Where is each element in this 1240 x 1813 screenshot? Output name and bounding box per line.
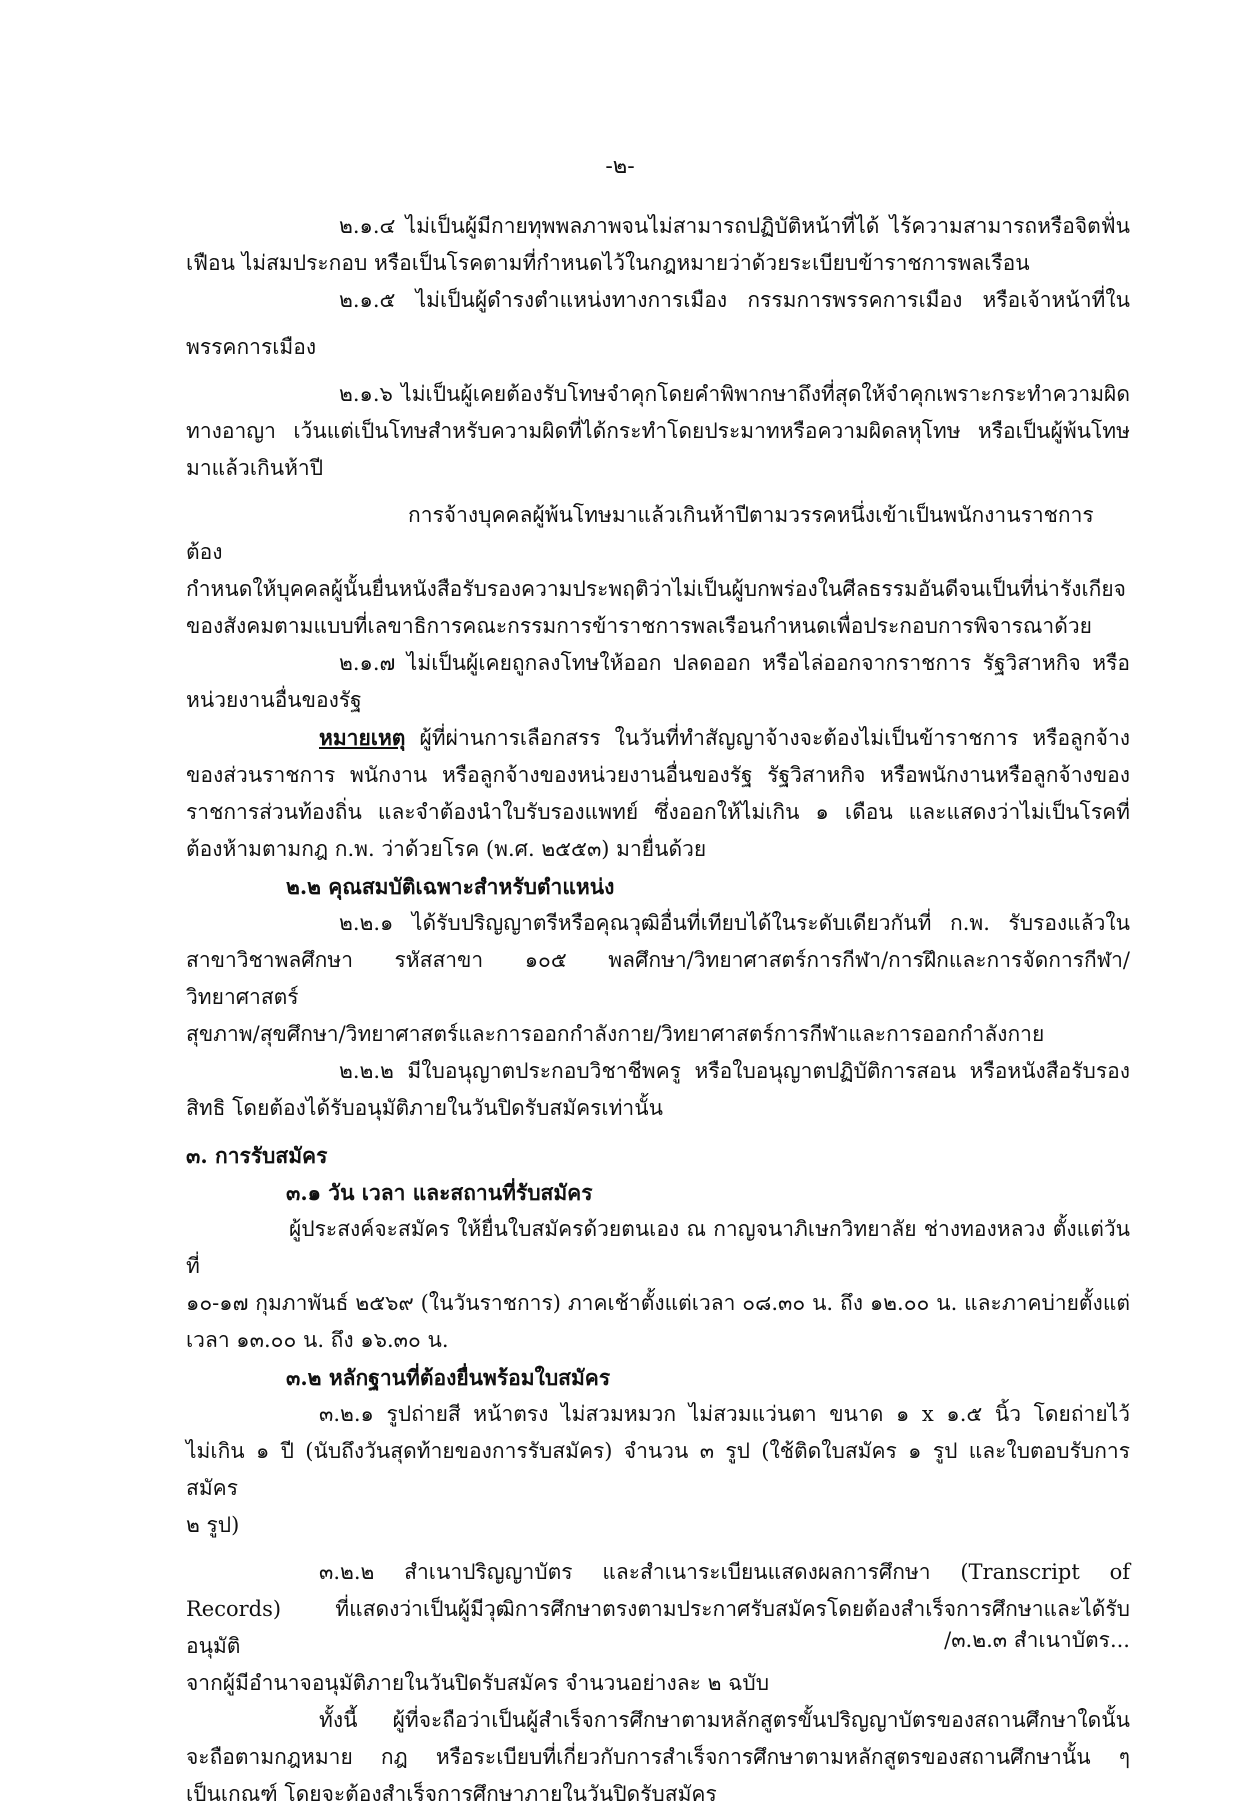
item-2-1-4-line-1: ๒.๑.๔ ไม่เป็นผู้มีกายทุพพลภาพจนไม่สามารถปฏิบัติหน้าที่ได้ ไร้ความสามารถหรือจิตฟั่น [339,214,1130,238]
note-line-1-text: ผู้ที่ผ่านการเลือกสรร ในวันที่ทำสัญญาจ้างจะต้องไม่เป็นข้าราชการ หรือลูกจ้าง [405,726,1130,750]
item-3-2-1-line-2: ไม่เกิน ๑ ปี (นับถึงวันสุดท้ายของการรับสมัคร) จำนวน ๓ รูป (ใช้ติดใบสมัคร ๑ รูป และใบตอบรับการสมัคร [186,1439,1130,1500]
note-line-3: ราชการส่วนท้องถิ่น และจำต้องนำใบรับรองแพทย์ ซึ่งออกให้ไม่เกิน ๑ เดือน และแสดงว่าไม่เป็นโรคที่ [186,800,1130,824]
section-3-heading: ๓. การรับสมัคร [186,1143,328,1168]
note-line-1 [186,719,1130,757]
section-3-1-line-1: ผู้ประสงค์จะสมัคร ให้ยื่นใบสมัครด้วยตนเอง ณ กาญจนาภิเษกวิทยาลัย ช่างทองหลวง ตั้งแต่วันที่ [186,1217,1130,1278]
item-3-2-note-line-3: เป็นเกณฑ์ โดยจะต้องสำเร็จการศึกษาภายในวันปิดรับสมัคร [186,1782,717,1806]
condition-line-2: กำหนดให้บุคคลผู้นั้นยื่นหนังสือรับรองความประพฤติว่าไม่เป็นผู้บกพร่องในศีลธรรมอันดีจนเป็นที่น่ารังเกียจ [186,577,1126,601]
item-3-2-note-line-2: จะถือตามกฎหมาย กฎ หรือระเบียบที่เกี่ยวกับการสำเร็จการศึกษาตามหลักสูตรของสถานศึกษานั้น ๆ [186,1745,1130,1769]
item-2-1-7-line-2: หน่วยงานอื่นของรัฐ [186,688,362,712]
item-2-1-6-line-3: มาแล้วเกินห้าปี [186,456,324,480]
item-3-2-note-line-1: ทั้งนี้ ผู้ที่จะถือว่าเป็นผู้สำเร็จการศึกษาตามหลักสูตรขั้นปริญญาบัตรของสถานศึกษาใดนั้น [319,1708,1130,1732]
item-2-1-6-line-2: ทางอาญา เว้นแต่เป็นโทษสำหรับความผิดที่ได้กระทำโดยประมาทหรือความผิดลหุโทษ หรือเป็นผู้พ้นโทษ [186,419,1130,443]
item-2-2-1-line-1: ๒.๒.๑ ได้รับปริญญาตรีหรือคุณวุฒิอื่นที่เทียบได้ในระดับเดียวกันที่ ก.พ. รับรองแล้วใน [339,911,1130,935]
item-3-2-1-line-3: ๒ รูป) [186,1513,240,1537]
item-2-1-4-line-2: เฟือน ไม่สมประกอบ หรือเป็นโรคตามที่กำหนดไว้ในกฎหมายว่าด้วยระเบียบข้าราชการพลเรือน [186,251,1030,275]
item-2-1-6-line-1: ๒.๑.๖ ไม่เป็นผู้เคยต้องรับโทษจำคุกโดยคำพิพากษาถึงที่สุดให้จำคุกเพราะกระทำความผิด [339,382,1130,406]
item-2-2-2-line-2: สิทธิ โดยต้องได้รับอนุมัติภายในวันปิดรับสมัครเท่านั้น [186,1096,663,1120]
item-2-1-5-line-2: พรรคการเมือง [186,335,317,359]
item-2-2-2-line-1: ๒.๒.๒ มีใบอนุญาตประกอบวิชาชีพครู หรือใบอนุญาตปฏิบัติการสอน หรือหนังสือรับรอง [339,1059,1130,1083]
page-number: -๒- [605,154,635,179]
section-3-1-line-2: ๑๐-๑๗ กุมภาพันธ์ ๒๕๖๙ (ในวันราชการ) ภาคเช้าตั้งแต่เวลา ๐๘.๓๐ น. ถึง ๑๒.๐๐ น. และภาคบ่ายตั้งแต่ [186,1291,1130,1315]
section-3-1-line-3: เวลา ๑๓.๐๐ น. ถึง ๑๖.๓๐ น. [186,1328,449,1352]
item-2-1-5-line-1: ๒.๑.๕ ไม่เป็นผู้ดำรงตำแหน่งทางการเมือง กรรมการพรรคการเมือง หรือเจ้าหน้าที่ใน [339,288,1130,312]
section-3-1-heading: ๓.๑ วัน เวลา และสถานที่รับสมัคร [286,1180,593,1205]
item-2-1-7-line-1: ๒.๑.๗ ไม่เป็นผู้เคยถูกลงโทษให้ออก ปลดออก หรือไล่ออกจากราชการ รัฐวิสาหกิจ หรือ [339,651,1130,675]
item-2-2-1-line-3: สุขภาพ/สุขศึกษา/วิทยาศาสตร์และการออกกำลังกาย/วิทยาศาสตร์การกีฬาและการออกกำลังกาย [186,1022,1045,1046]
note-line-2: ของส่วนราชการ พนักงาน หรือลูกจ้างของหน่วยงานอื่นของรัฐ รัฐวิสาหกิจ หรือพนักงานหรือลูกจ้างของ [186,763,1130,787]
section-3-2-heading: ๓.๒ หลักฐานที่ต้องยื่นพร้อมใบสมัคร [286,1365,611,1390]
condition-line-1: การจ้างบุคคลผู้พ้นโทษมาแล้วเกินห้าปีตามวรรคหนึ่งเข้าเป็นพนักงานราชการต้อง [186,503,1094,564]
note-label: หมายเหตุ [319,725,406,750]
continuation-marker: /๓.๒.๓ สำเนาบัตร... [944,1628,1130,1652]
item-3-2-2-line-1: ๓.๒.๒ สำเนาปริญญาบัตร และสำเนาระเบียนแสดงผลการศึกษา (Transcript of [319,1560,1130,1584]
item-2-2-1-line-2: สาขาวิชาพลศึกษา รหัสสาขา ๑๐๕ พลศึกษา/วิทยาศาสตร์การกีฬา/การฝึกและการจัดการกีฬา/วิทยาศาสตร์ [186,948,1130,1009]
item-3-2-2-line-3: จากผู้มีอำนาจอนุมัติภายในวันปิดรับสมัคร จำนวนอย่างละ ๒ ฉบับ [186,1671,770,1695]
item-3-2-2-line-2: Records) ที่แสดงว่าเป็นผู้มีวุฒิการศึกษาตรงตามประกาศรับสมัครโดยต้องสำเร็จการศึกษาและได้รับอนุมัติ [186,1597,1130,1658]
section-2-2-heading: ๒.๒ คุณสมบัติเฉพาะสำหรับตำแหน่ง [286,874,615,899]
document-body [186,208,1130,1813]
note-line-4: ต้องห้ามตามกฎ ก.พ. ว่าด้วยโรค (พ.ศ. ๒๕๕๓) มายื่นด้วย [186,837,707,861]
item-3-2-1-line-1: ๓.๒.๑ รูปถ่ายสี หน้าตรง ไม่สวมหมวก ไม่สวมแว่นตา ขนาด ๑ x ๑.๕ นิ้ว โดยถ่ายไว้ [319,1402,1130,1426]
condition-line-3: ของสังคมตามแบบที่เลขาธิการคณะกรรมการข้าราชการพลเรือนกำหนดเพื่อประกอบการพิจารณาด้วย [186,614,1092,638]
